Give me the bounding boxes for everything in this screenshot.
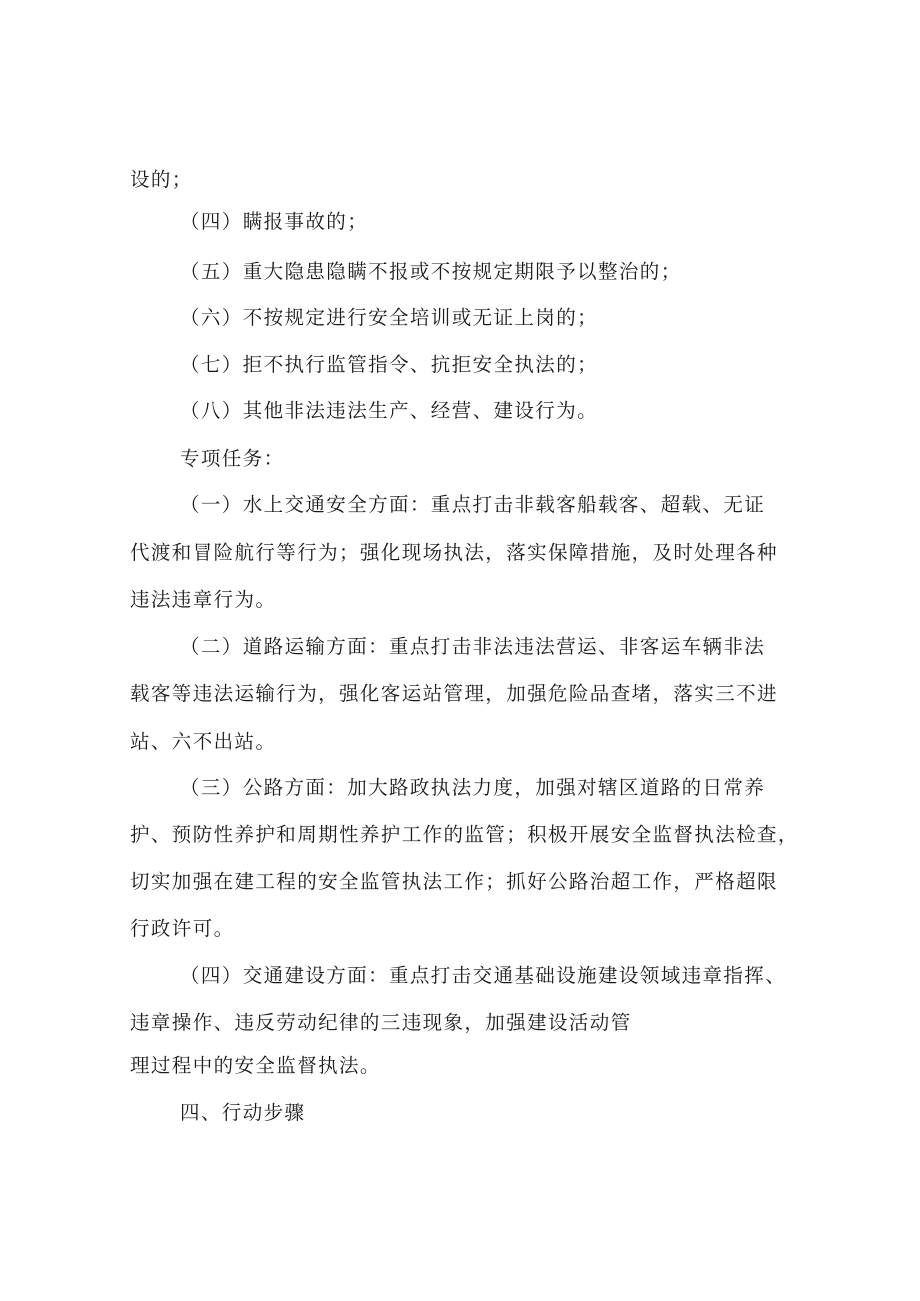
- section-heading-action-steps: 四、行动步骤: [180, 1101, 306, 1124]
- task-2-line-3: 站、六不出站。: [130, 730, 277, 753]
- list-item-7: （七）拒不执行监管指令、抗拒安全执法的；: [180, 353, 599, 376]
- task-3-line-4: 行政许可。: [130, 917, 235, 940]
- task-4-line-1: （四）交通建设方面：重点打击交通基础设施建设领域违章指挥、: [180, 964, 787, 987]
- task-1-line-1: （一）水上交通安全方面：重点打击非载客船载客、超载、无证: [180, 493, 766, 516]
- list-item-4: （四）瞒报事故的；: [180, 210, 369, 233]
- text-line-continuation: 设的；: [130, 168, 193, 191]
- task-3-line-3: 切实加强在建工程的安全监管执法工作；抓好公路治超工作，严格超限: [130, 870, 778, 893]
- task-2-line-1: （二）道路运输方面：重点打击非法违法营运、非客运车辆非法: [180, 635, 766, 658]
- task-3-line-1: （三）公路方面：加大路政执法力度，加强对辖区道路的日常养: [180, 776, 766, 799]
- section-heading-special-tasks: 专项任务：: [180, 447, 285, 470]
- task-1-line-3: 违法违章行为。: [130, 588, 277, 611]
- list-item-6: （六）不按规定进行安全培训或无证上岗的；: [180, 306, 599, 329]
- list-item-8: （八）其他非法违法生产、经营、建设行为。: [180, 399, 599, 422]
- task-4-line-3: 理过程中的安全监督执法。: [130, 1054, 381, 1077]
- task-4-line-2: 违章操作、违反劳动纪律的三违现象，加强建设活动管: [130, 1011, 632, 1034]
- task-1-line-2: 代渡和冒险航行等行为；强化现场执法，落实保障措施，及时处理各种: [130, 541, 778, 564]
- task-2-line-2: 载客等违法运输行为，强化客运站管理，加强危险品查堵，落实三不进: [130, 682, 778, 705]
- task-3-line-2: 护、预防性养护和周期性养护工作的监管；积极开展安全监督执法检查，: [130, 823, 799, 846]
- list-item-5: （五）重大隐患隐瞒不报或不按规定期限予以整治的；: [180, 260, 682, 283]
